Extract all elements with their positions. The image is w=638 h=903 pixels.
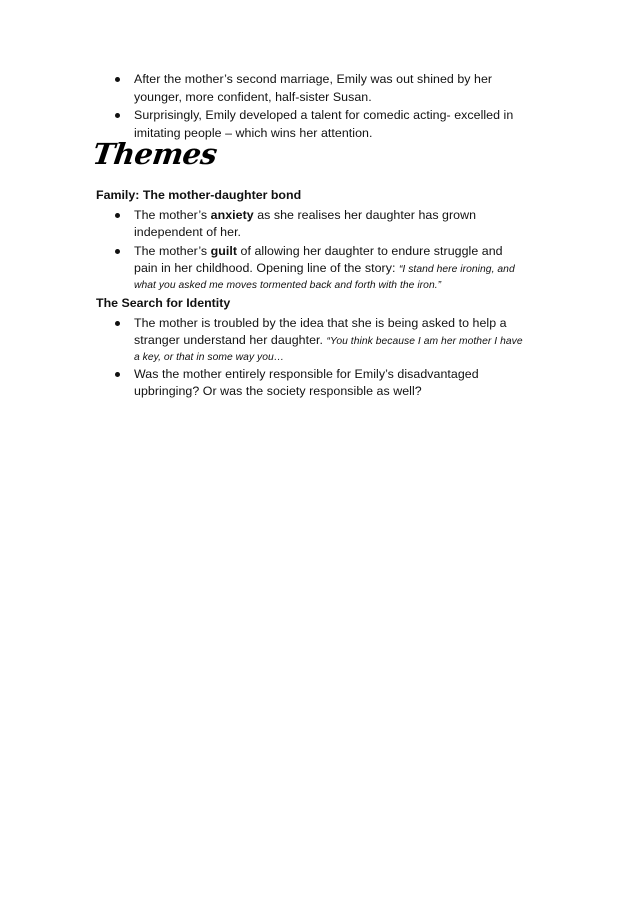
quote-text: “I stand here ironing, and — [398, 264, 515, 275]
bullet-icon — [115, 213, 120, 218]
bullet-text: stranger understand her daughter. — [134, 333, 327, 347]
bullet-text: of allowing her daughter to endure struggle and — [237, 243, 503, 258]
intro-bullet-list — [96, 71, 536, 142]
bullet-text-line: upbringing? Or was the society responsible as well? — [134, 384, 422, 398]
bullet-text: The mother’s — [134, 207, 211, 222]
bullet-text-line: independent of her. — [134, 225, 242, 239]
bullet-icon — [115, 249, 120, 254]
list-item — [96, 243, 536, 293]
identity-bullet-list — [96, 315, 536, 401]
bullet-text: pain in her childhood. Opening line of the story: — [134, 261, 399, 275]
bullet-text-line: After the mother’s second marriage, Emily was out shined by her — [134, 72, 493, 86]
bullet-text-line: Was the mother entirely responsible for Emily’s disadvantaged — [134, 366, 479, 381]
bullet-text-line: imitating people – which wins her attention. — [134, 125, 373, 140]
bullet-text: The mother’s — [134, 243, 211, 258]
bullet-text: as she realises her daughter has grown — [253, 207, 477, 222]
quote-text: “You think because I am her mother I have — [326, 336, 523, 347]
bullet-icon — [115, 77, 120, 82]
emphasis-text: guilt — [210, 243, 238, 258]
list-item — [96, 71, 536, 106]
family-bullet-list — [96, 207, 536, 293]
bullet-text-line: The mother is troubled by the idea that she is being asked to help a — [134, 315, 507, 330]
family-section — [96, 187, 544, 293]
list-item — [96, 315, 536, 365]
list-item — [96, 366, 536, 401]
bullet-icon — [115, 113, 120, 118]
section-title: Family: The mother-daughter bond — [96, 188, 302, 202]
bullet-text-line: Surprisingly, Emily developed a talent for comedic acting- excelled in — [134, 108, 514, 122]
bullet-text-line: younger, more confident, half-sister Susan. — [134, 89, 372, 104]
identity-section — [96, 295, 544, 401]
bullet-icon — [115, 372, 120, 377]
quote-text-line: what you asked me moves tormented back and forth with the iron.” — [134, 279, 442, 291]
quote-text-line: a key, or that in some way you… — [134, 351, 285, 363]
list-item — [96, 207, 536, 242]
section-title: The Search for Identity — [96, 296, 231, 310]
emphasis-text: anxiety — [210, 207, 254, 222]
themes-heading: Themes — [90, 137, 219, 171]
bullet-icon — [115, 321, 120, 326]
